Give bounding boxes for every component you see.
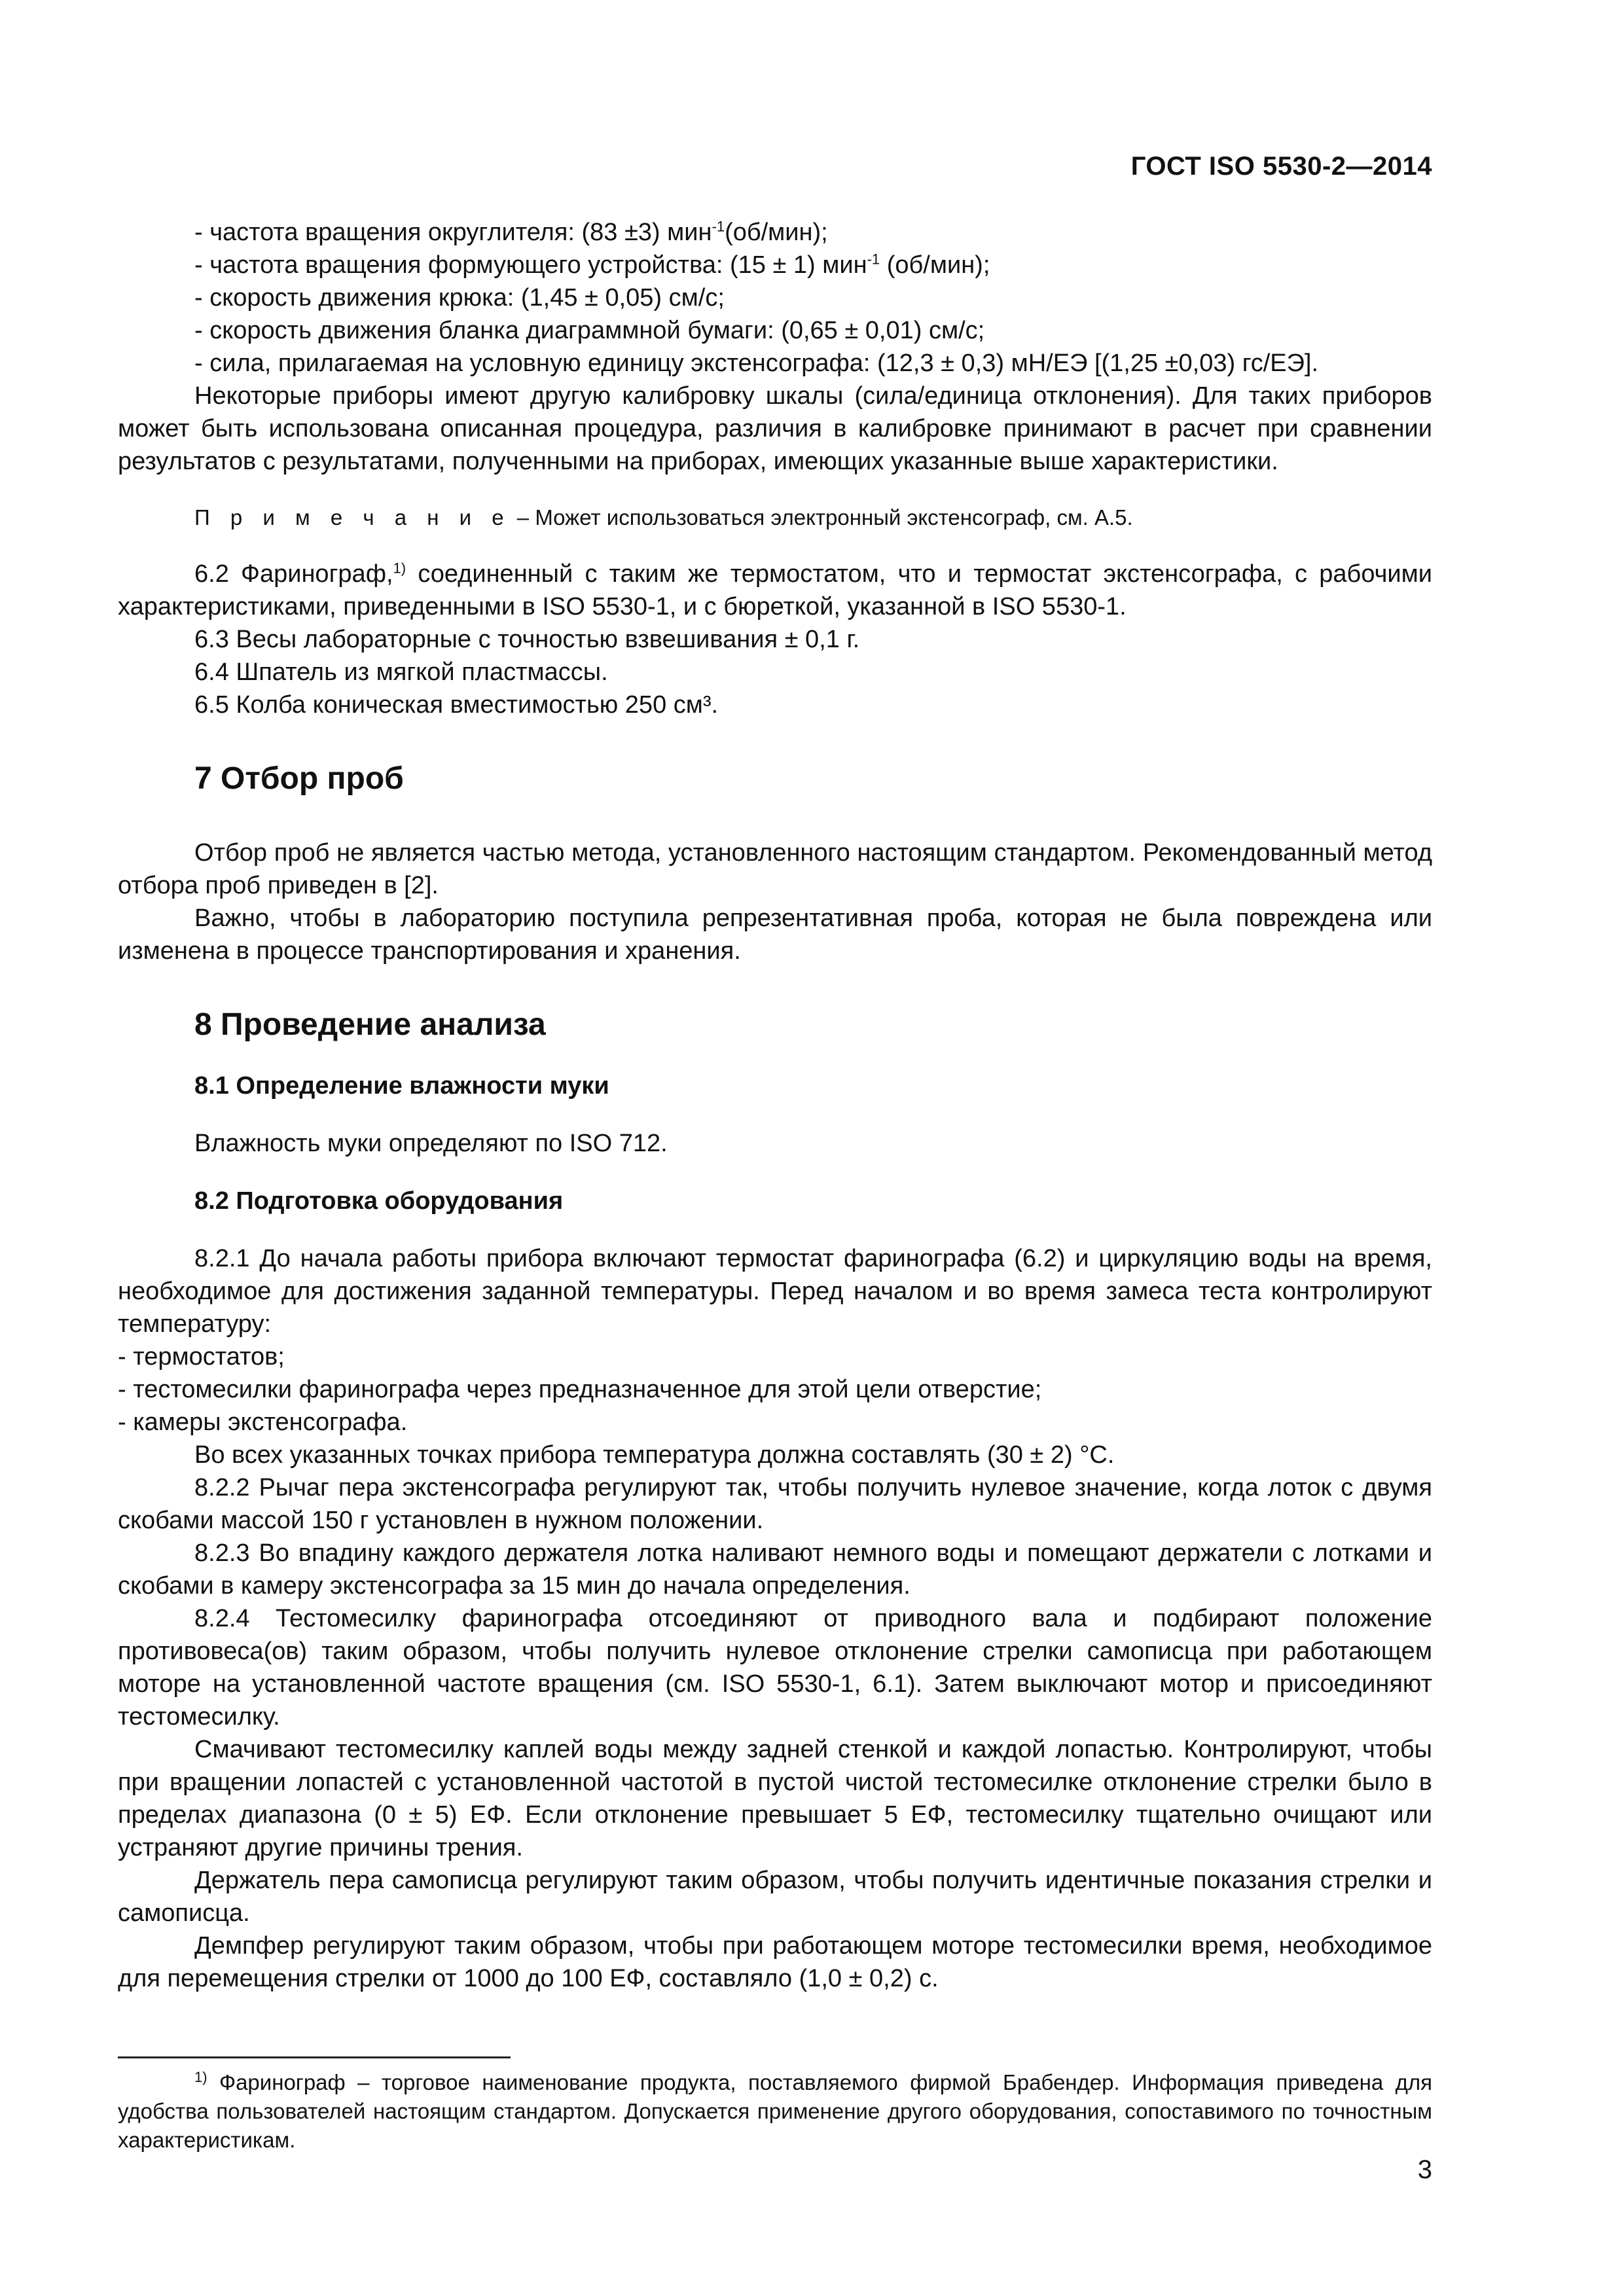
footnote: [118, 2068, 1432, 2155]
page-number: 3: [1417, 2155, 1432, 2184]
document-header: ГОСТ ISO 5530-2—2014: [1130, 152, 1432, 181]
footnote-mark: 1): [194, 2069, 208, 2085]
list-item: - частота вращения округлителя: (83 ±3) мин$^{-1}$(об/мин);: [194, 218, 828, 246]
list-item: - частота вращения формующего устройства: (15 ± 1) мин$^{-1}$ (об/мин);: [194, 251, 990, 279]
subsection-8-2-title: 8.2 Подготовка оборудования: [194, 1187, 564, 1215]
list-item: - скорость движения крюка: (1,45 ± 0,05) см/с;: [194, 284, 725, 312]
paragraph-8-2-1: 8.2.1 До начала работы прибора включают термостат фаринографа (6.2) и циркуляцию воды на время, необходимое для достижения заданной температуры. Перед началом и во время замеса теста контролируют температуру:: [118, 1245, 1432, 1338]
section-7-paragraph-1: Отбор проб не является частью метода, установленного настоящим стандартом. Рекомендованный метод отбора проб приведен в [2].: [118, 839, 1432, 899]
section-7-paragraph-2: Важно, чтобы в лабораторию поступила репрезентативная проба, которая не была повреждена или изменена в процессе транспортирования и хранения.: [118, 905, 1432, 965]
section-7-title: 7 Отбор проб: [194, 761, 404, 796]
paragraph-8-2-3: 8.2.3 Во впадину каждого держателя лотка наливают немного воды и помещают держатели с лотками и скобами в камеру экстенсографа за 15 мин до начала определения.: [118, 1539, 1432, 1600]
note-text: – Может использоваться электронный экстенсограф, см. А.5.: [511, 505, 1133, 529]
note: [118, 503, 1432, 533]
paragraph-pen-holder: Держатель пера самописца регулируют таким образом, чтобы получить идентичные показания стрелки и самописца.: [118, 1867, 1432, 1927]
item-6-5: 6.5 Колба коническая вместимостью 250 см³.: [194, 691, 719, 719]
subsection-8-1-title: 8.1 Определение влажности муки: [194, 1072, 609, 1100]
list-item: - сила, прилагаемая на условную единицу экстенсографа: (12,3 ± 0,3) мН/ЕЭ [(1,25 ±0,03) гс/ЕЭ].: [194, 350, 1319, 377]
subsection-8-1-text: Влажность муки определяют по ISO 712.: [194, 1130, 668, 1157]
paragraph-8-2-2: 8.2.2 Рычаг пера экстенсографа регулируют так, чтобы получить нулевое значение, когда лоток с двумя скобами массой 150 г установлен в нужном положении.: [118, 1474, 1432, 1534]
footnote-ref: 1): [393, 560, 406, 577]
list-item: - скорость движения бланка диаграммной бумаги: (0,65 ± 0,01) см/с;: [194, 317, 985, 344]
footnote-separator: [118, 2056, 511, 2058]
paragraph-wetting: Смачивают тестомесилку каплей воды между задней стенкой и каждой лопастью. Контролируют, чтобы при вращении лопастей с установленной частотой в пустой чистой тестомесилке отклонение стрелки было в пределах диапазона (0 ± 5) ЕФ. Если отклонение превышает 5 ЕФ, тестомесилку тщательно очищают или устраняют другие причины трения.: [118, 1736, 1432, 1861]
item-6-2: 6.2 Фаринограф,$^{1)}$ соединенный с таким же термостатом, что и термостат экстенсографа, с рабочими характеристиками, приведенными в ISO 5530-1, и с бюреткой, указанной в ISO 5530-1.: [118, 560, 1432, 620]
paragraph-damper: Демпфер регулируют таким образом, чтобы при работающем моторе тестомесилки время, необходимое для перемещения стрелки от 1000 до 100 ЕФ, составляло (1,0 ± 0,2) с.: [118, 1932, 1432, 1992]
paragraph-calibration: Некоторые приборы имеют другую калибровку шкалы (сила/единица отклонения). Для таких приборов может быть использована описанная процедура, различия в калибровке принимают в расчет при сравнении результатов с результатами, полученными на приборах, имеющих указанные выше характеристики.: [118, 382, 1432, 475]
item-6-4: 6.4 Шпатель из мягкой пластмассы.: [194, 658, 608, 686]
list-item: - термостатов;: [118, 1343, 285, 1371]
section-8-title: 8 Проведение анализа: [194, 1007, 546, 1042]
paragraph-8-2-4: 8.2.4 Тестомесилку фаринографа отсоединяют от приводного вала и подбирают положение противовеса(ов) таким образом, чтобы получить нулевое отклонение стрелки самописца при работающем моторе на установленной частоте вращения (см. ISO 5530-1, 6.1). Затем выключают мотор и присоединяют тестомесилку.: [118, 1605, 1432, 1731]
item-6-3: 6.3 Весы лабораторные с точностью взвешивания ± 0,1 г.: [194, 626, 860, 653]
footnote-text: Фаринограф – торговое наименование продукта, поставляемого фирмой Брабендер. Информация приведена для удобства пользователей настоящим стандартом. Допускается применение другого оборудования, сопоставимого по точностным характеристикам.: [118, 2070, 1432, 2152]
note-label: П р и м е ч а н и е: [194, 505, 511, 529]
paragraph-temperature: Во всех указанных точках прибора температура должна составлять (30 ± 2) °С.: [194, 1441, 1115, 1469]
main-content: [118, 216, 1432, 1995]
list-item: - камеры экстенсографа.: [118, 1408, 408, 1436]
list-item: - тестомесилки фаринографа через предназначенное для этой цели отверстие;: [118, 1376, 1042, 1403]
